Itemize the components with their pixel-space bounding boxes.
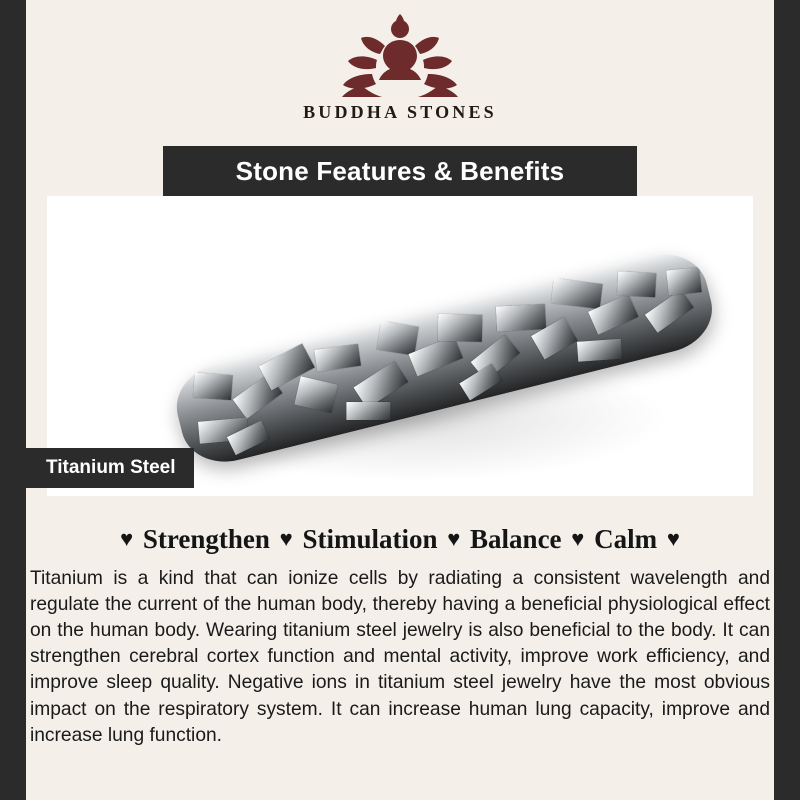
benefit-stimulation: Stimulation bbox=[302, 524, 438, 554]
stone-name-label bbox=[26, 448, 194, 488]
lotus-meditation-icon bbox=[325, 14, 475, 100]
titanium-crystal-illustration bbox=[154, 196, 735, 496]
corner-accent-bottom-right-2 bbox=[774, 774, 800, 800]
benefit-balance: Balance bbox=[470, 524, 562, 554]
corner-accent-top-left-2 bbox=[0, 0, 26, 26]
brand-header bbox=[26, 0, 774, 146]
heart-icon-0: ♥ bbox=[120, 526, 134, 551]
page-title: Stone Features & Benefits bbox=[235, 155, 565, 186]
section-title-bar bbox=[163, 146, 637, 196]
benefit-calm: Calm bbox=[594, 524, 658, 554]
left-border-bar bbox=[0, 0, 26, 800]
description-text: Titanium is a kind that can ionize cells by radiating a consistent wavelength and regulate the current of the human body, thereby having a beneficial physiological effect on the human body. Wearing titanium steel jewelry is also beneficial to the body. It can strengthen cerebral cortex function and mental activity, improve work efficiency, and improve sleep quality. Negative ions in titanium steel jewelry have the most obvious impact on the respiratory system. It can increase human lung capacity, improve and increase lung function. bbox=[30, 568, 770, 746]
heart-icon-3: ♥ bbox=[571, 526, 585, 551]
heart-icon-2: ♥ bbox=[447, 526, 461, 551]
heart-icon-1: ♥ bbox=[279, 526, 293, 551]
heart-icon-4: ♥ bbox=[666, 526, 680, 551]
brand-name: BUDDHA STONES bbox=[303, 102, 497, 122]
benefits-headline bbox=[26, 524, 774, 555]
benefit-strengthen: Strengthen bbox=[142, 524, 270, 554]
right-border-bar bbox=[774, 0, 800, 800]
stone-name-text: Titanium Steel bbox=[46, 457, 176, 478]
